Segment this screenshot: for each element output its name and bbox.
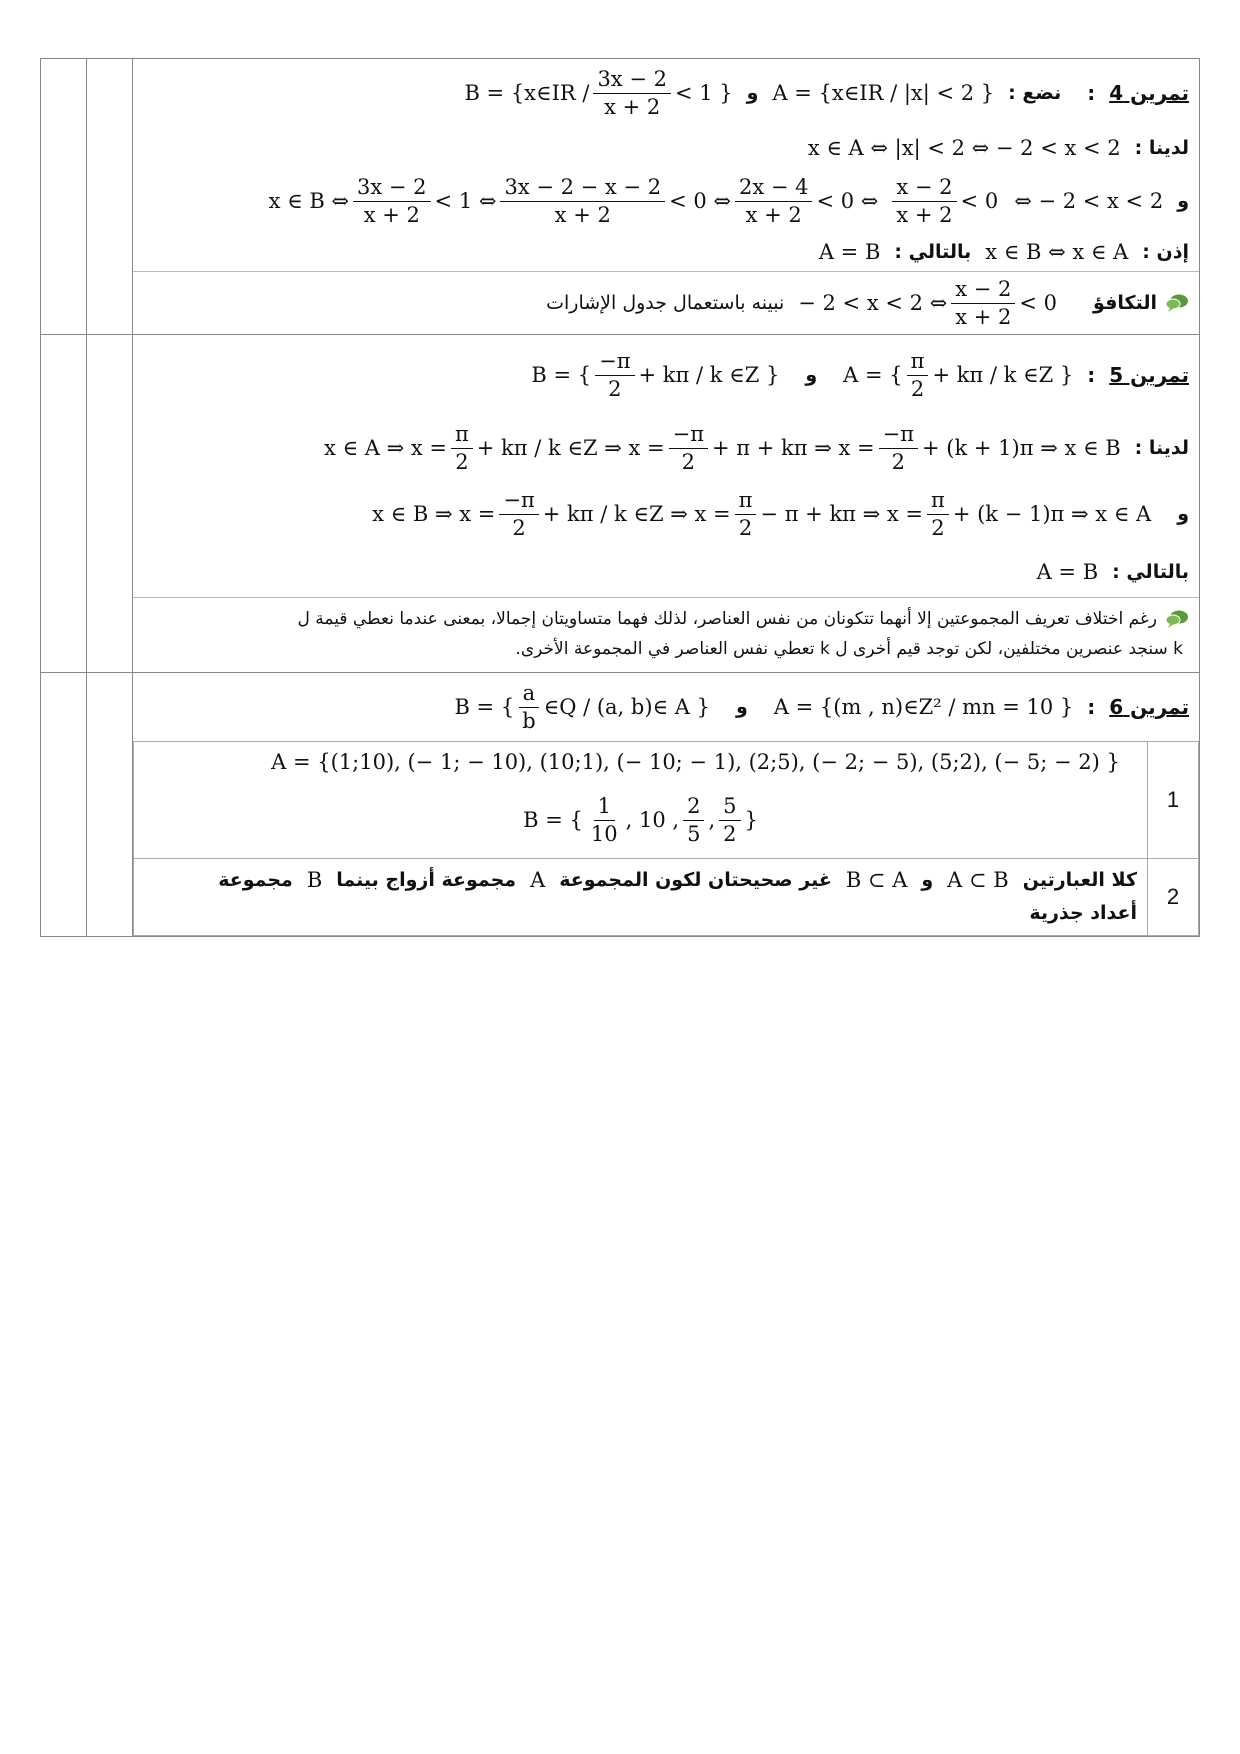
frac-num: 3x − 2 − x − 2: [500, 176, 665, 201]
frac-den: x + 2: [554, 202, 611, 227]
setB-left: B = {: [531, 363, 592, 387]
l2-frac-2: [735, 489, 757, 538]
frac-num: −π: [879, 423, 918, 448]
ex5-and: و: [805, 364, 818, 386]
ex6-cell: [133, 673, 1200, 937]
frac-2: [500, 176, 665, 225]
ex5-conclusion: [133, 547, 1199, 597]
margin-column: [41, 335, 87, 673]
ex4-line-B: [133, 169, 1199, 233]
ex4-and-2: و: [1177, 190, 1189, 212]
q1-setB-math: [523, 795, 758, 844]
setB-right: ∈Q / (a, b)∈ A }: [543, 695, 710, 719]
frac-num: π: [451, 423, 473, 448]
frac-num: a: [519, 682, 540, 707]
l1-frac-2: [669, 423, 708, 472]
q1B-frac-1: [587, 795, 622, 844]
q1B-right: }: [744, 808, 758, 832]
frac-den: x + 2: [363, 202, 420, 227]
frac-den: 2: [608, 376, 622, 401]
ex4-setB-left: B = {x∈IR /: [464, 81, 590, 105]
ex6-colon: :: [1087, 695, 1096, 719]
ex4-setB-frac: [593, 68, 671, 117]
l1-a: x ∈ A ⇒ x =: [324, 436, 447, 460]
note-frac: [951, 278, 1015, 327]
ex5-line-2: [133, 481, 1199, 547]
frac-den: x + 2: [745, 202, 802, 227]
l1-frac-1: [451, 423, 473, 472]
question-number: 2: [1148, 859, 1199, 936]
q2-text-c: مجموعة أزواج بينما: [336, 869, 517, 891]
frac-den: 2: [931, 515, 945, 540]
setB-frac: [518, 682, 539, 731]
q2-math-4: B: [306, 868, 323, 892]
ex4-note: [133, 271, 1199, 334]
ex5-setA: [843, 350, 1073, 399]
solutions-table: [40, 58, 1200, 937]
frac-num: 3x − 2: [593, 68, 671, 93]
note-math-left: − 2 < x < 2 ⇔: [798, 291, 948, 315]
ex5-result: A = B: [1036, 560, 1099, 584]
ex6-statement: [133, 673, 1199, 741]
q1-setA: [134, 742, 1147, 782]
ex5-line-1: [133, 415, 1199, 481]
q2-line-2: [144, 897, 1137, 929]
index-column: [87, 335, 133, 673]
frac-num: π: [735, 489, 757, 514]
ex5-therefore: بالتالي :: [1112, 561, 1189, 583]
question-row: [134, 859, 1199, 936]
q2-text-d: مجموعة: [218, 869, 293, 891]
q1-setB: [134, 782, 1147, 858]
frac-num: 2: [683, 795, 704, 820]
ex5-line1-math: [324, 423, 1121, 472]
rel-2: < 0 ⇔: [669, 189, 731, 213]
setA-left: A = {: [843, 363, 903, 387]
note-math: [798, 278, 1079, 327]
index-column: [87, 59, 133, 335]
l2-a: x ∈ B ⇒ x =: [372, 502, 496, 526]
frac-num: π: [907, 350, 929, 375]
frac-den: x + 2: [604, 94, 661, 119]
frac-den: x + 2: [955, 304, 1012, 329]
frac-num: x − 2: [951, 278, 1015, 303]
setA-frac: [907, 350, 929, 399]
q2-content: [134, 859, 1148, 936]
q1B-frac-2: [683, 795, 704, 844]
q1-content: [134, 742, 1148, 859]
ex4-and: و: [746, 82, 759, 104]
ex4-setB: [464, 68, 732, 117]
frac-num: 2x − 4: [735, 176, 813, 201]
ex4-put: نضع :: [1008, 82, 1062, 104]
l1-b: + kπ / k ∈Z ⇒ x =: [476, 436, 665, 460]
margin-column: [41, 673, 87, 937]
ex5-note: [133, 597, 1199, 672]
ex4-therefore: بالتالي :: [894, 241, 972, 263]
ex5-note-text-1: رغم اختلاف تعريف المجموعتين إلا أنهما تتكونان من نفس العناصر، لذلك فهما متساويتان إجمالا، بمعنى عندما نعطي قيمة ل: [297, 609, 1157, 629]
frac-den: 2: [723, 821, 737, 846]
q2-line-1: [144, 863, 1137, 897]
ex5-and-2: و: [1177, 503, 1189, 525]
ex4-conclusion: [133, 233, 1199, 271]
l1-frac-3: [879, 423, 918, 472]
frac-den: 2: [455, 449, 469, 474]
q1B-mid: , 10 ,: [625, 808, 680, 832]
frac-num: 1: [594, 795, 615, 820]
ex5-statement: [133, 335, 1199, 415]
frac-4: [892, 176, 956, 225]
l1-d: + (k + 1)π ⇒ x ∈ B: [922, 436, 1121, 460]
setB-left: B = {: [454, 695, 515, 719]
note-rel: < 0: [1019, 291, 1058, 315]
frac-num: −π: [595, 350, 634, 375]
l2-d: + (k − 1)π ⇒ x ∈ A: [952, 502, 1152, 526]
ex6-questions: [133, 741, 1199, 936]
frac-num: 3x − 2: [353, 176, 431, 201]
ex4-we-have: لدينا :: [1134, 137, 1189, 159]
q1-setA-math: A = {(1;10), (− 1; − 10), (10;1), (− 10; − 1), (2;5), (− 2; − 5), (5;2), (− 5; − 2) }: [271, 750, 1120, 774]
ex5-cell: [133, 335, 1200, 673]
frac-den: 10: [590, 821, 618, 846]
q1B-sep: ,: [708, 808, 716, 832]
note-label: التكافؤ: [1093, 292, 1157, 314]
ex5-setB: [531, 350, 779, 399]
frac-num: 5: [719, 795, 740, 820]
ex5-colon: :: [1087, 363, 1096, 387]
rel-1: < 1 ⇔: [434, 189, 497, 213]
question-number: 1: [1148, 742, 1199, 859]
q1B-left: B = {: [523, 808, 583, 832]
ex4-title: تمرين 4: [1109, 81, 1189, 105]
ex4-equiv: x ∈ B ⇔ x ∈ A: [985, 240, 1129, 264]
ex5-title: تمرين 5: [1109, 363, 1189, 387]
setB-frac: [595, 350, 634, 399]
frac-num: −π: [669, 423, 708, 448]
l2-frac-1: [499, 489, 538, 538]
l2-frac-3: [927, 489, 949, 538]
frac-num: π: [927, 489, 949, 514]
lineB-end: ⇔ − 2 < x < 2: [1014, 189, 1164, 213]
l1-c: + π + kπ ⇒ x =: [712, 436, 875, 460]
speech-bubbles-icon: [1165, 293, 1189, 313]
ex4-setA: A = {x∈IR / |x| < 2 }: [772, 81, 995, 105]
frac-den: 2: [910, 376, 925, 401]
setB-right: + kπ / k ∈Z }: [638, 363, 780, 387]
frac-den: 5: [687, 821, 701, 846]
ex5-note-text-2: k سنجد عنصرين مختلفين، لكن توجد قيم أخرى ل k تعطي نفس العناصر في المجموعة الأخرى.: [515, 639, 1183, 659]
frac-den: 2: [738, 515, 753, 540]
ex4-then: إذن :: [1142, 241, 1189, 263]
frac-den: 2: [512, 515, 526, 540]
rel-3: < 0 ⇔: [816, 189, 879, 213]
ex6-setB: [454, 682, 710, 731]
l2-b: + kπ / k ∈Z ⇒ x =: [542, 502, 731, 526]
q2-math-2: B ⊂ A: [845, 868, 908, 892]
q2-text-line2: أعداد جذرية: [1029, 902, 1137, 924]
setA-right: + kπ / k ∈Z }: [932, 363, 1074, 387]
frac-den: 2: [891, 449, 906, 474]
q2-and: و: [921, 869, 934, 891]
frac-den: 2: [681, 449, 695, 474]
frac-3: [735, 176, 813, 225]
frac-den: b: [522, 708, 536, 733]
frac-1: [353, 176, 431, 225]
ex4-lineA-math: x ∈ A ⇔ |x| < 2 ⇔ − 2 < x < 2: [807, 136, 1121, 160]
l2-c: − π + kπ ⇒ x =: [760, 502, 924, 526]
frac-num: x − 2: [892, 176, 956, 201]
ex4-colon: :: [1087, 81, 1096, 105]
ex6-setA: A = {(m , n)∈Z² / mn = 10 }: [773, 695, 1074, 719]
ex5-note-line-1: [143, 604, 1189, 634]
q2-math-3: A: [530, 868, 546, 892]
ex6-title: تمرين 6: [1109, 695, 1189, 719]
solutions-sheet: [40, 58, 1200, 937]
margin-column: [41, 59, 87, 335]
ex4-setB-right: < 1 }: [674, 81, 733, 105]
ex4-line-A: [133, 127, 1199, 169]
ex4-statement: [133, 59, 1199, 127]
q2-math-1: A ⊂ B: [947, 868, 1009, 892]
frac-num: −π: [499, 489, 538, 514]
ex5-we-have: لدينا :: [1134, 437, 1189, 459]
ex5-note-line-2: [143, 634, 1189, 664]
note-text: نبينه باستعمال جدول الإشارات: [546, 292, 785, 314]
ex6-and: و: [735, 696, 748, 718]
ex4-lineB-math: [269, 176, 1164, 225]
q2-text-b: غير صحيحتان لكون المجموعة: [559, 869, 832, 891]
rel-4: < 0: [960, 189, 999, 213]
ex4-cell: [133, 59, 1200, 335]
ex4-result: A = B: [818, 240, 881, 264]
speech-bubbles-icon: [1165, 609, 1189, 629]
index-column: [87, 673, 133, 937]
question-row: [134, 742, 1199, 859]
frac-den: x + 2: [896, 202, 953, 227]
ex5-line2-math: [372, 489, 1151, 538]
q2-text-a: كلا العبارتين: [1022, 869, 1137, 891]
lineB-start: x ∈ B ⇔: [268, 189, 350, 213]
q1B-frac-3: [719, 795, 740, 844]
